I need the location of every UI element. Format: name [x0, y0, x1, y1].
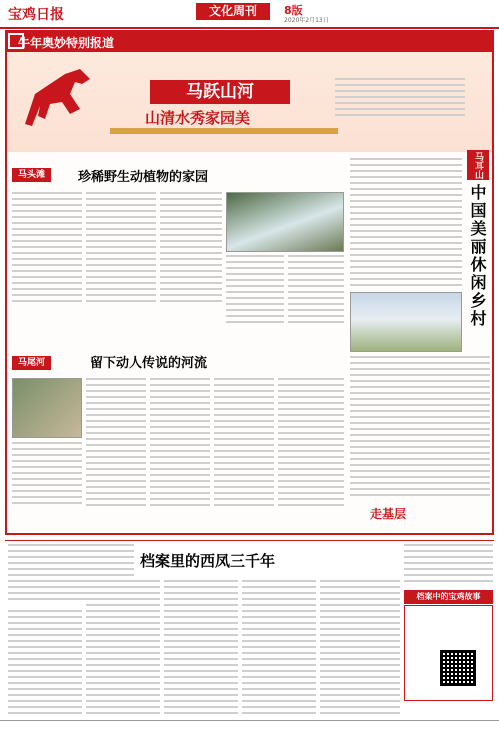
sidebar-tag: 档案中的宝鸡故事: [404, 590, 493, 604]
article-title-1: 珍稀野生动植物的家园: [78, 170, 209, 185]
article-3-col-3: [214, 378, 274, 508]
article-3-col-2: [150, 378, 210, 508]
article-4-col-4: [242, 580, 316, 715]
article-4-col-3: [164, 580, 238, 715]
article-1-col-4: [226, 255, 284, 325]
article-1-col-2: [86, 192, 156, 302]
article-3-col-5: [350, 440, 490, 500]
hero-title-main: 马跃山河: [150, 80, 290, 104]
article-tag-maweihe: 马尾河: [12, 356, 51, 370]
article-4-col-1: [8, 610, 82, 715]
article-3-col-0: [12, 442, 82, 508]
article-tag-maershan: 马耳山: [467, 150, 489, 180]
riverside-photo: [12, 378, 82, 438]
masthead: 宝鸡日报: [8, 7, 64, 23]
decor-text: 走基层: [370, 507, 407, 521]
article-1-col-3: [160, 192, 222, 302]
article-1-col-1: [12, 192, 82, 302]
section-title: 文化周刊: [196, 3, 270, 20]
article-4-col-2: [86, 580, 160, 715]
horse-papercut-icon: [10, 54, 110, 144]
article-1-col-5: [288, 255, 344, 325]
waterfall-photo: [226, 192, 344, 252]
issue-date: 2020年2月13日: [284, 17, 329, 24]
hero-title-sub: 山清水秀家园美: [145, 109, 251, 127]
article-title-2: 中国美丽休闲乡村: [468, 184, 487, 328]
banner-title: 牛年奥妙特别报道: [18, 36, 115, 50]
page-footer: [0, 720, 499, 745]
qr-code-icon: [440, 650, 476, 686]
article-4-col-6: [404, 544, 493, 584]
article-2-col-2: [350, 356, 490, 436]
article-title-3: 留下动人传说的河流: [90, 356, 208, 371]
edition-number: 8版: [284, 4, 303, 17]
article-3-col-4: [278, 378, 344, 508]
intro-text-block: [335, 78, 465, 118]
mountain-village-photo: [350, 292, 462, 352]
article-tag-matoutan: 马头滩: [12, 168, 51, 182]
article-title-4: 档案里的西凤三千年: [140, 552, 276, 570]
article-2-col-1: [350, 158, 462, 288]
hero-underline: [110, 128, 338, 134]
article-3-col-1: [86, 378, 146, 508]
article-4-col-5: [320, 580, 400, 715]
section-divider: [5, 540, 494, 541]
